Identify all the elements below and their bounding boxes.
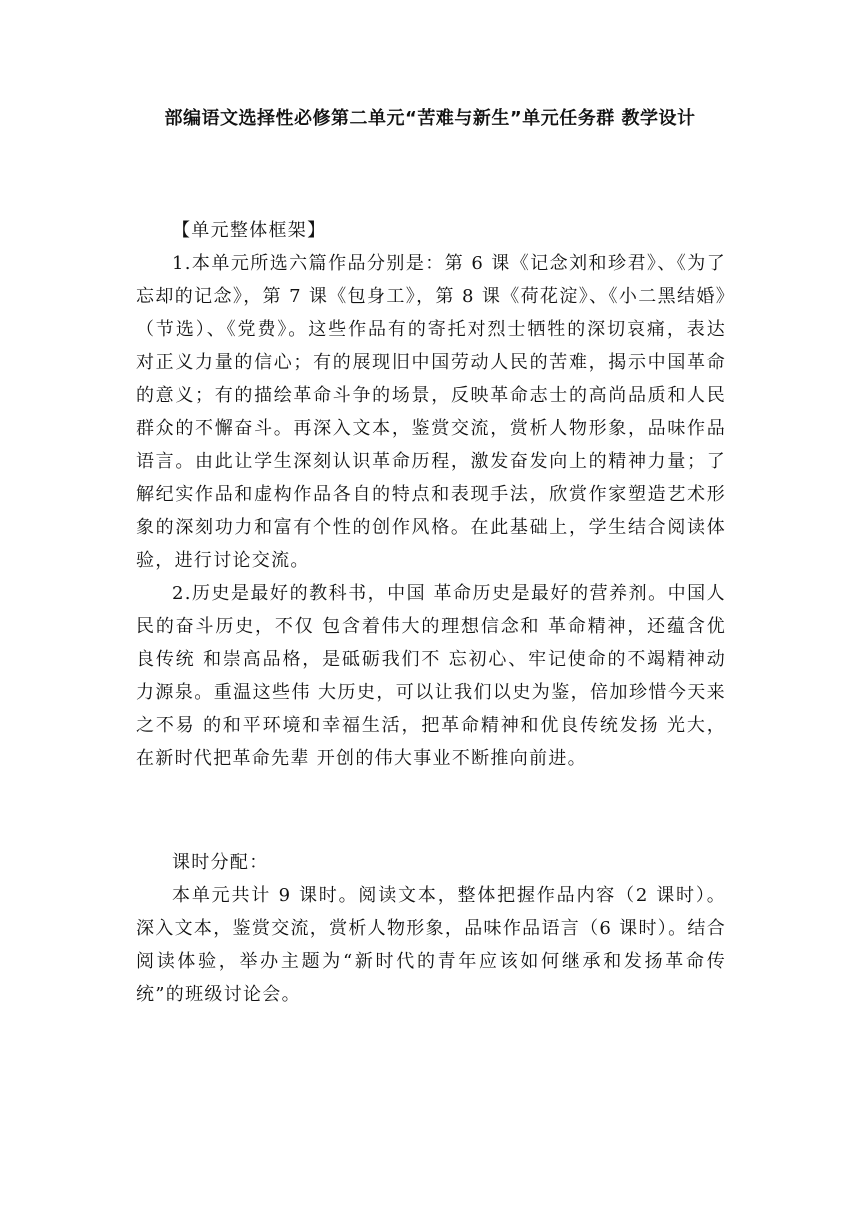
section-heading-schedule: 课时分配： xyxy=(172,852,269,873)
unit-framework-section xyxy=(136,214,726,775)
section-heading-framework: 【单元整体框架】 xyxy=(172,220,327,241)
document-title: 部编语文选择性必修第二单元“苦难与新生”单元任务群 教学设计 xyxy=(164,108,696,129)
paragraph-framework-1: 1.本单元所选六篇作品分别是：第 6 课《记念刘和珍君》、《为了忘却的记念》，第 7 课《包身工》，第 8 课《荷花淀》、《小二黑结婚》（节选）、《党费》。这些作品有的寄托对烈士牺牲的深切哀痛，表达对正义力量的信心；有的展现旧中国劳动人民的苦难，揭示中国革命的意义；有的描绘革命斗争的场景，反映革命志士的高尚品质和人民群众的不懈奋斗。再深入文本，鉴赏交流，赏析人物形象，品味作品语言。由此让学生深刻认识革命历程，激发奋发向上的精神力量；了解纪实作品和虚构作品各自的特点和表现手法，欣赏作家塑造艺术形象的深刻功力和富有个性的创作风格。在此基础上，学生结合阅读体验，进行讨论交流。 xyxy=(136,253,726,571)
class-hours-section xyxy=(136,846,726,1011)
paragraph-schedule-1: 本单元共计 9 课时。阅读文本，整体把握作品内容（2 课时）。深入文本，鉴赏交流，赏析人物形象，品味作品语言（6 课时）。结合阅读体验，举办主题为“新时代的青年应该如何继承和发扬革命传统”的班级讨论会。 xyxy=(136,885,726,1005)
paragraph-framework-2: 2.历史是最好的教科书，中国 革命历史是最好的营养剂。中国人民的奋斗历史，不仅 包含着伟大的理想信念和 革命精神，还蕴含优良传统 和崇高品格，是砥砺我们不 忘初心、牢记使命的不竭精神动力源泉。重温这些伟 大历史，可以让我们以史为鉴，倍加珍惜今天来之不易 的和平环境和幸福生活，把革命精神和优良传统发扬 光大，在新时代把革命先辈 开创的伟大事业不断推向前进。 xyxy=(136,583,726,769)
